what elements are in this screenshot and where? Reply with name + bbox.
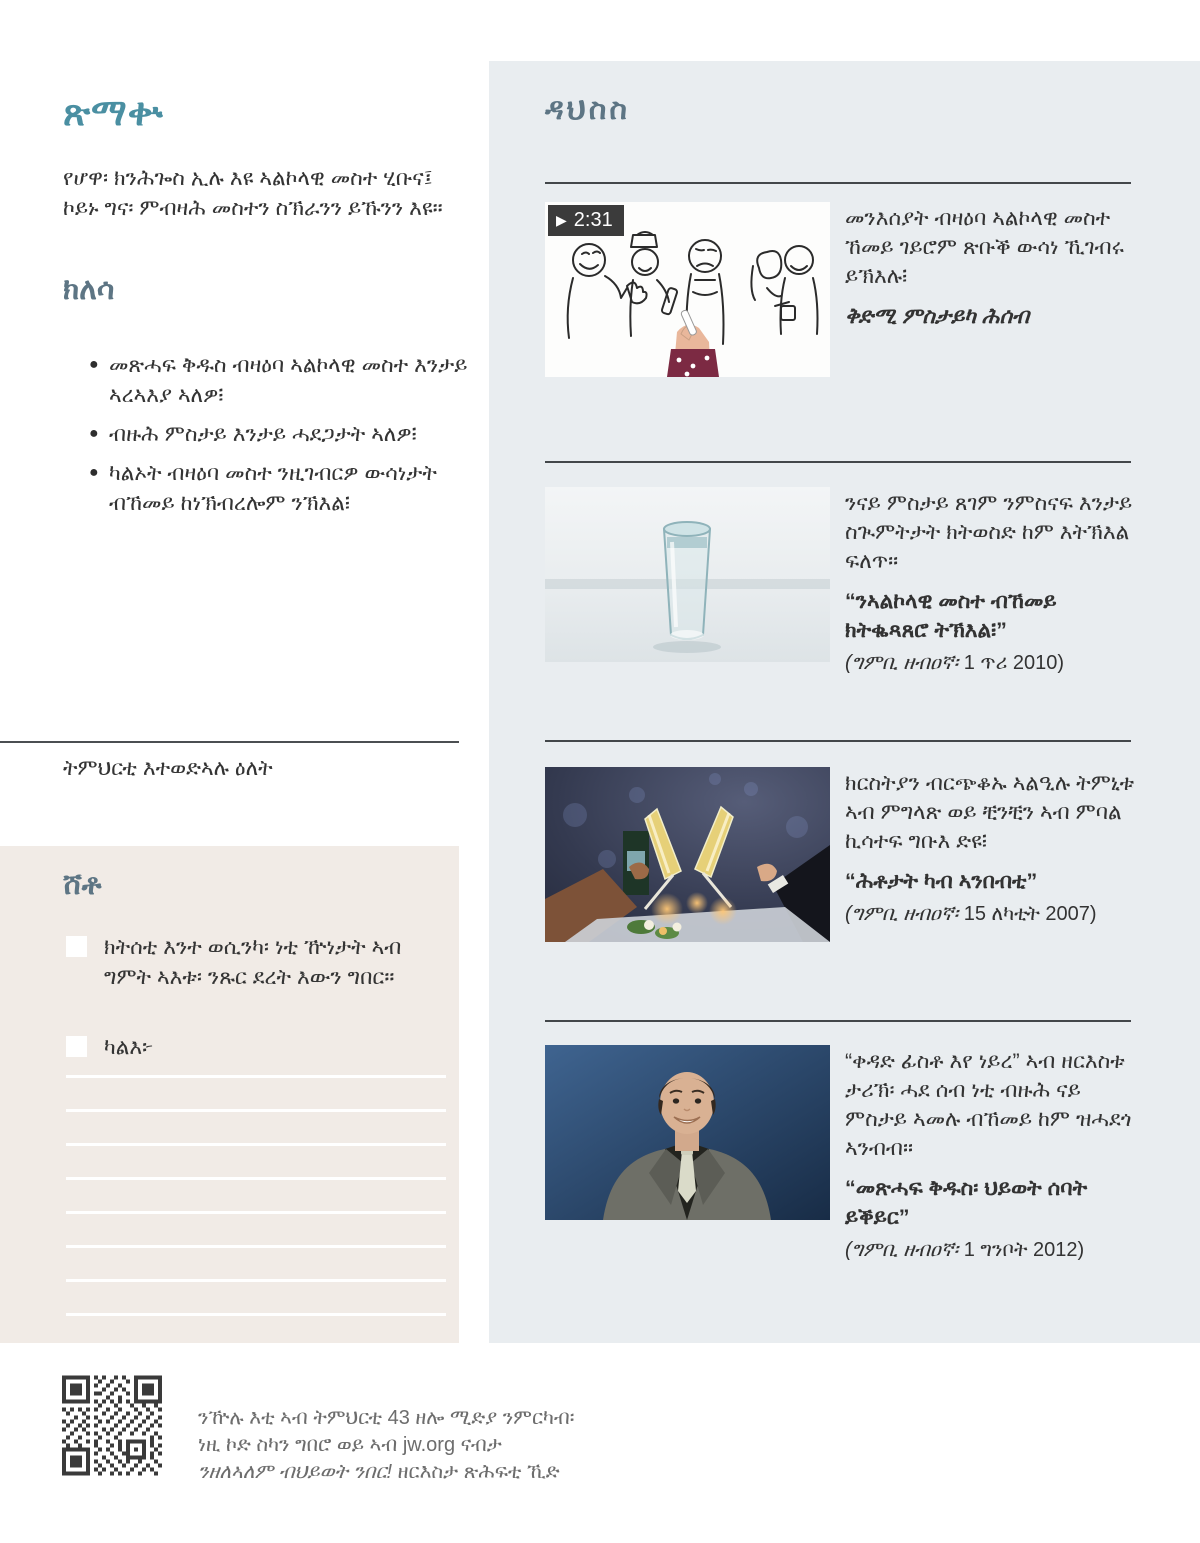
upside-down-glass-photo: [545, 487, 830, 662]
glass-article-thumbnail[interactable]: [545, 487, 830, 662]
checkbox[interactable]: [66, 1036, 87, 1057]
write-line: [66, 1313, 446, 1316]
footer-line3-rest: ዘርእስታ ጽሕፍቲ ኺድ: [392, 1461, 560, 1483]
glass-section-text: [845, 489, 1141, 688]
article-source: [845, 650, 1141, 677]
review-list: [63, 350, 471, 527]
journal-name: (ግምቢ ዘብዐኛ፡: [845, 652, 959, 674]
summary-text: የሆዋ፡ ክንሕጐስ ኢሉ እዩ ኣልኮላዊ መስተ ሂቡና፤ ኮይኑ ግና፡ ምብዛሕ መስተን ስኽራንን ይኹንን እዩ።: [63, 166, 443, 220]
qr-code: [62, 1372, 162, 1479]
video-duration-badge: [548, 205, 624, 236]
review-bullet: ● ብዙሕ ምስታይ እንታይ ሓደጋታት ኣለዎ፧: [63, 419, 471, 449]
section-description: ንናይ ምስታይ ጸገም ንምስናፍ እንታይ ስጒምትታት ክትወስድ ከም እትኽእል ፍለጥ።: [845, 491, 1133, 573]
summary-heading: ጽማቍ: [63, 92, 164, 133]
section-divider: [545, 740, 1131, 742]
video-section-text: [845, 204, 1141, 336]
life-story-thumbnail[interactable]: [545, 1045, 830, 1220]
issue-date: 15 ለካቲት 2007): [963, 903, 1097, 925]
journal-name: (ግምቢ ዘብዐኛ፡: [845, 903, 959, 925]
footer-instructions: [198, 1405, 678, 1486]
article-title-link[interactable]: “መጽሓፍ ቅዱስ፡ ህይወት ሰባት ይቕይር”: [845, 1176, 1088, 1229]
review-bullet: ● ካልኦት ብዛዕባ መስተ ንዚገብርዎ ውሳነታት ብኸመይ ከነኽብረሎም ንኽእል፧: [63, 458, 471, 518]
lesson-completed-label: ትምህርቲ እተወድኣሉ ዕለት: [63, 756, 273, 780]
write-line: [66, 1245, 446, 1248]
section-description: ክርስትያን ብርጭቆኡ ኣልዒሉ ትምኒቱ ኣብ ምግላጽ ወይ ቺንቺን ኣብ ምባል ኪሳተፍ ግቡእ ድዩ፧: [845, 771, 1135, 853]
champagne-toast-photo: [545, 767, 830, 942]
goal-box: [0, 846, 459, 1343]
write-line: [66, 1075, 446, 1078]
review-heading: ክለሳ: [63, 273, 115, 306]
date-write-line: [0, 741, 459, 743]
article-source: [845, 1237, 1141, 1264]
explore-panel: [489, 61, 1200, 1343]
section-divider: [545, 1020, 1131, 1022]
issue-date: 1 ጥሪ 2010): [963, 652, 1065, 674]
section-description: “ቀዳድ ፊስቶ እየ ነይረ” ኣብ ዘርእስቱ ታሪኽ፡ ሓደ ሰብ ነቲ ብዙሕ ናይ ምስታይ ኣመሉ ብኸመይ ከም ዝሓደጎ ኣንብብ።: [845, 1049, 1132, 1160]
article-source: [845, 901, 1141, 928]
section-divider: [545, 461, 1131, 463]
toast-article-thumbnail[interactable]: [545, 767, 830, 942]
review-bullet: ● መጽሓፍ ቅዱስ ብዛዕባ ኣልኮላዊ መስተ እንታይ ኣረኣእያ ኣለዎ፧: [63, 350, 471, 410]
article-title-link[interactable]: “ንኣልኮላዊ መስተ ብኸመይ ክትቈጻጸሮ ትኽእል፧”: [845, 589, 1057, 642]
publication-title: ንዘለኣለም ብህይወት ንበር!: [198, 1461, 393, 1483]
smiling-man-portrait: [545, 1045, 830, 1220]
footer-line3: [198, 1459, 678, 1486]
article-title-link[interactable]: “ሕቶታት ካብ ኣንበብቲ”: [845, 869, 1038, 893]
write-line: [66, 1211, 446, 1214]
write-line: [66, 1279, 446, 1282]
journal-name: (ግምቢ ዘብዐኛ፡: [845, 1239, 959, 1261]
video-title-link[interactable]: ቅድሚ ምስታይካ ሕሰብ: [845, 304, 1030, 328]
checkbox[interactable]: [66, 936, 87, 957]
issue-date: 1 ግንቦት 2012): [963, 1239, 1085, 1261]
goal-heading: ሸቶ: [63, 868, 102, 901]
video-duration: 2:31: [573, 209, 613, 231]
write-line: [66, 1177, 446, 1180]
toast-section-text: [845, 769, 1141, 939]
goal-item-other: [66, 1032, 438, 1062]
explore-heading: ዳህስስ: [545, 93, 630, 126]
footer-line1: ንዅሉ እቲ ኣብ ትምህርቲ 43 ዘሎ ሚድያ ንምርካብ፡: [198, 1407, 575, 1429]
goal-item-text: ክትሰቲ እንተ ወሲንካ፡ ነቲ ዅነታት ኣብ ግምት ኣእቱ፡ ንጹር ደረት እውን ግበር።: [104, 935, 402, 989]
write-line: [66, 1109, 446, 1112]
play-icon: ▶: [556, 212, 567, 228]
life-story-section-text: [845, 1047, 1141, 1275]
whiteboard-video-thumbnail[interactable]: [545, 202, 830, 377]
goal-item: [66, 932, 438, 992]
footer-line2: ነዚ ኮድ ስካን ግበሮ ወይ ኣብ jw.org ናብታ: [198, 1434, 502, 1456]
write-line: [66, 1143, 446, 1146]
section-divider: [545, 182, 1131, 184]
goal-item-text: ካልእ፦: [104, 1035, 154, 1059]
section-description: መንእሰያት ብዛዕባ ኣልኮላዊ መስተ ኸመይ ገይሮም ጽቡቕ ውሳነ ኺገብሩ ይኽእሉ፧: [845, 206, 1124, 288]
